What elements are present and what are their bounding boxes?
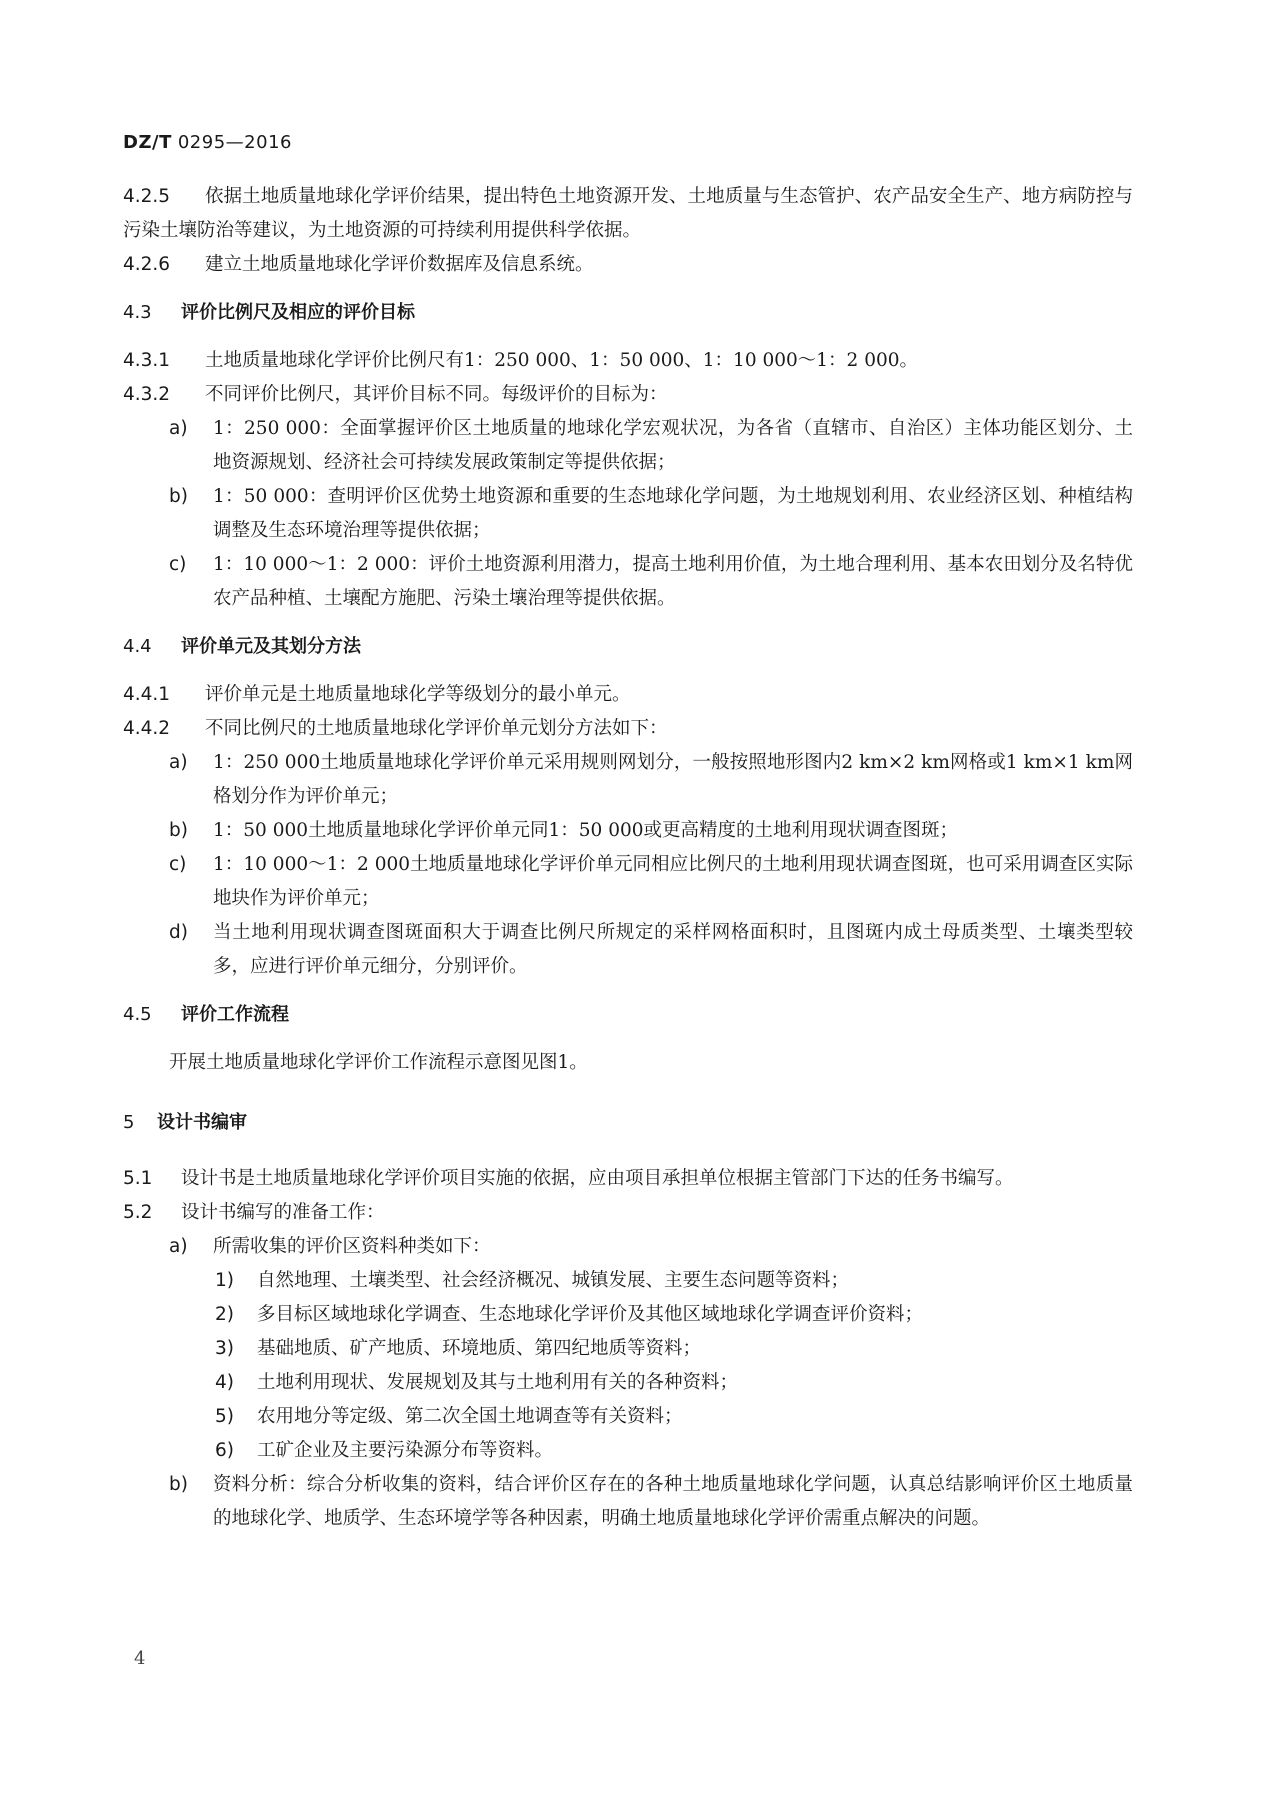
clause-number: 4.3.1 [123,350,171,371]
sub-list-text: 土地利用现状、发展规划及其与土地利用有关的各种资料； [257,1372,739,1393]
list-text: 所需收集的评价区资料种类如下： [213,1236,491,1257]
standard-code [123,132,292,153]
list-item [123,814,1133,848]
list-marker: d) [169,922,188,943]
sub-list-marker: 4) [215,1372,234,1393]
clause-4-3-2 [123,378,1133,412]
sub-list-text: 农用地分等定级、第二次全国土地调查等有关资料； [257,1406,683,1427]
list-marker: c) [169,554,187,575]
list-marker: c) [169,854,187,875]
sub-list-marker: 5) [215,1406,234,1427]
standard-prefix: DZ/T [123,132,172,153]
clause-4-4-1 [123,678,1133,712]
section-number: 4.4 [123,636,152,657]
sub-list-item [123,1434,1133,1468]
list-text: 1：250 000土地质量地球化学评价单元采用规则网划分，一般按照地形图内2 km×2 km网格或1 km×1 km网格划分作为评价单元； [213,752,1133,807]
list-marker: b) [169,820,188,841]
sub-list-marker: 1) [215,1270,234,1291]
sub-list-item [123,1298,1133,1332]
sub-list-text: 多目标区域地球化学调查、生态地球化学评价及其他区域地球化学调查评价资料； [257,1304,924,1325]
clause-number: 4.3.2 [123,384,171,405]
list-item [123,1230,1133,1264]
sub-list-text: 基础地质、矿产地质、环境地质、第四纪地质等资料； [257,1338,702,1359]
list-marker: a) [169,418,188,439]
clause-text: 建立土地质量地球化学评价数据库及信息系统。 [205,254,594,275]
list-text: 当土地利用现状调查图斑面积大于调查比例尺所规定的采样网格面积时，且图斑内成土母质类型、土壤类型较多，应进行评价单元细分，分别评价。 [213,922,1133,977]
clause-number: 4.2.5 [123,186,171,207]
clause-number: 4.4.1 [123,684,171,705]
clause-number: 4.2.6 [123,254,171,275]
list-item [123,916,1133,984]
list-marker: a) [169,1236,188,1257]
clause-number: 5.1 [123,1168,153,1189]
list-text: 1：50 000土地质量地球化学评价单元同1：50 000或更高精度的土地利用现状调查图斑； [213,820,959,841]
standard-number: 0295—2016 [177,132,292,153]
chapter-heading-5 [123,1106,1133,1140]
sub-list-item [123,1366,1133,1400]
clause-4-4-2 [123,712,1133,746]
list-item [123,1468,1133,1536]
section-heading-4-3 [123,296,1133,330]
sub-list-marker: 6) [215,1440,234,1461]
list-marker: a) [169,752,188,773]
section-number: 4.5 [123,1004,152,1025]
clause-4-2-6 [123,248,1133,282]
sub-list-text: 工矿企业及主要污染源分布等资料。 [257,1440,554,1461]
section-title: 评价比例尺及相应的评价目标 [181,302,415,323]
list-text: 1：50 000：查明评价区优势土地资源和重要的生态地球化学问题，为土地规划利用、农业经济区划、种植结构调整及生态环境治理等提供依据； [213,486,1133,541]
sub-list-item [123,1400,1133,1434]
clause-text: 评价单元是土地质量地球化学等级划分的最小单元。 [205,684,631,705]
list-marker: b) [169,1474,188,1495]
section-title: 评价工作流程 [181,1004,289,1025]
list-marker: b) [169,486,188,507]
section-heading-4-5 [123,998,1133,1032]
clause-number: 5.2 [123,1202,153,1223]
chapter-number: 5 [123,1112,135,1133]
list-text: 1：250 000：全面掌握评价区土地质量的地球化学宏观状况，为各省（直辖市、自治区）主体功能区划分、土地资源规划、经济社会可持续发展政策制定等提供依据； [213,418,1133,473]
list-text: 1：10 000～1：2 000土地质量地球化学评价单元同相应比例尺的土地利用现状调查图斑，也可采用调查区实际地块作为评价单元； [213,854,1133,909]
list-text: 1：10 000～1：2 000：评价土地资源利用潜力，提高土地利用价值，为土地合理利用、基本农田划分及名特优农产品种植、土壤配方施肥、污染土壤治理等提供依据。 [213,554,1133,609]
list-item [123,480,1133,548]
clause-4-2-5 [123,180,1133,248]
document-body [123,180,1133,1536]
section-title: 评价单元及其划分方法 [181,636,361,657]
clause-text: 土地质量地球化学评价比例尺有1：250 000、1：50 000、1：10 000～1：2 000。 [205,350,919,371]
page-number: 4 [134,1648,146,1669]
sub-list-text: 自然地理、土壤类型、社会经济概况、城镇发展、主要生态问题等资料； [257,1270,850,1291]
clause-text: 不同评价比例尺，其评价目标不同。每级评价的目标为： [205,384,668,405]
sub-list-marker: 3) [215,1338,234,1359]
section-heading-4-4 [123,630,1133,664]
list-item [123,412,1133,480]
clause-text: 不同比例尺的土地质量地球化学评价单元划分方法如下： [205,718,668,739]
list-item [123,848,1133,916]
sub-list-item [123,1264,1133,1298]
sub-list-item [123,1332,1133,1366]
clause-text: 设计书编写的准备工作： [181,1202,385,1223]
clause-text: 依据土地质量地球化学评价结果，提出特色土地资源开发、土地质量与生态管护、农产品安全生产、地方病防控与污染土壤防治等建议，为土地资源的可持续利用提供科学依据。 [123,186,1133,241]
section-number: 4.3 [123,302,152,323]
clause-text: 设计书是土地质量地球化学评价项目实施的依据，应由项目承担单位根据主管部门下达的任务书编写。 [181,1168,1014,1189]
clause-4-3-1 [123,344,1133,378]
workflow-reference: 开展土地质量地球化学评价工作流程示意图见图1。 [169,1052,588,1073]
clause-5-2 [123,1196,1133,1230]
list-item [123,548,1133,616]
clause-5-1 [123,1162,1133,1196]
chapter-title: 设计书编审 [157,1112,247,1133]
list-item [123,746,1133,814]
sub-list-marker: 2) [215,1304,234,1325]
list-text: 资料分析：综合分析收集的资料，结合评价区存在的各种土地质量地球化学问题，认真总结影响评价区土地质量的地球化学、地质学、生态环境学等各种因素，明确土地质量地球化学评价需重点解决的问题。 [213,1474,1133,1529]
clause-number: 4.4.2 [123,718,171,739]
